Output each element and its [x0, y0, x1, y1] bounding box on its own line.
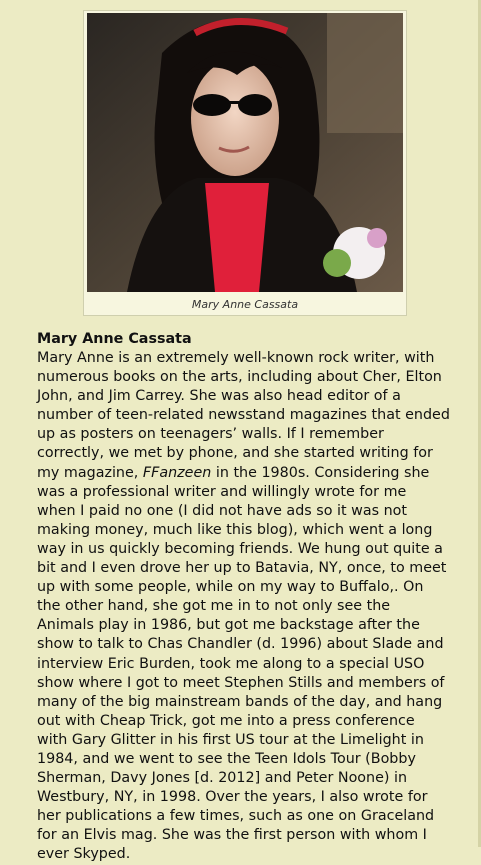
portrait-illustration: [87, 13, 403, 292]
article: [37, 330, 477, 865]
photo-caption: Mary Anne Cassata: [191, 298, 299, 311]
body-text-part1: Mary Anne is an extremely well-known rock writer, with numerous books on the arts, including about Cher, Elton John, and Jim Carrey. She was also head editor of a number of teen-related newsstand magazines that ended up as posters on teenagers’ walls. If I remember correctly, we met by phone, and she started writing for my magazine,: [37, 350, 450, 481]
portrait-photo: [87, 13, 403, 292]
photo-frame: [83, 10, 407, 316]
article-heading: Mary Anne Cassata: [37, 331, 192, 347]
magazine-name: FFanzeen: [142, 464, 212, 481]
article-body: [37, 349, 477, 865]
body-text-part2: in the 1980s. Considering she was a professional writer and willingly wrote for me when I paid no one (I did not have ads so it was not making money, much like this blog), which went a long way in us quickly becoming friends. We hung out quite a bit and I even drove her up to Batavia, NY, once, to meet up with some people, while on my way to Buffalo,. On the other hand, she got me in to not only see the Animals play in 1986, but got me backstage after the show to talk to Chas Chandler (d. 1996) about Slade and interview Eric Burden, took me along to a special USO show where I got to meet Stephen Stills and members of many of the big mainstream bands of the day, and hang out with Cheap Trick, got me into a press conference with Gary Glitter in his first US tour at the Limelight in 1984, and we went to see the Teen Idols Tour (Bobby Sherman, Davy Jones [d. 2012] and Peter Noone) in Westbury, NY, in 1998. Over the years, I also wrote for her publications a few times, such as one on Graceland for an Elvis mag. She was the first person with whom I ever Skyped.: [37, 464, 447, 863]
